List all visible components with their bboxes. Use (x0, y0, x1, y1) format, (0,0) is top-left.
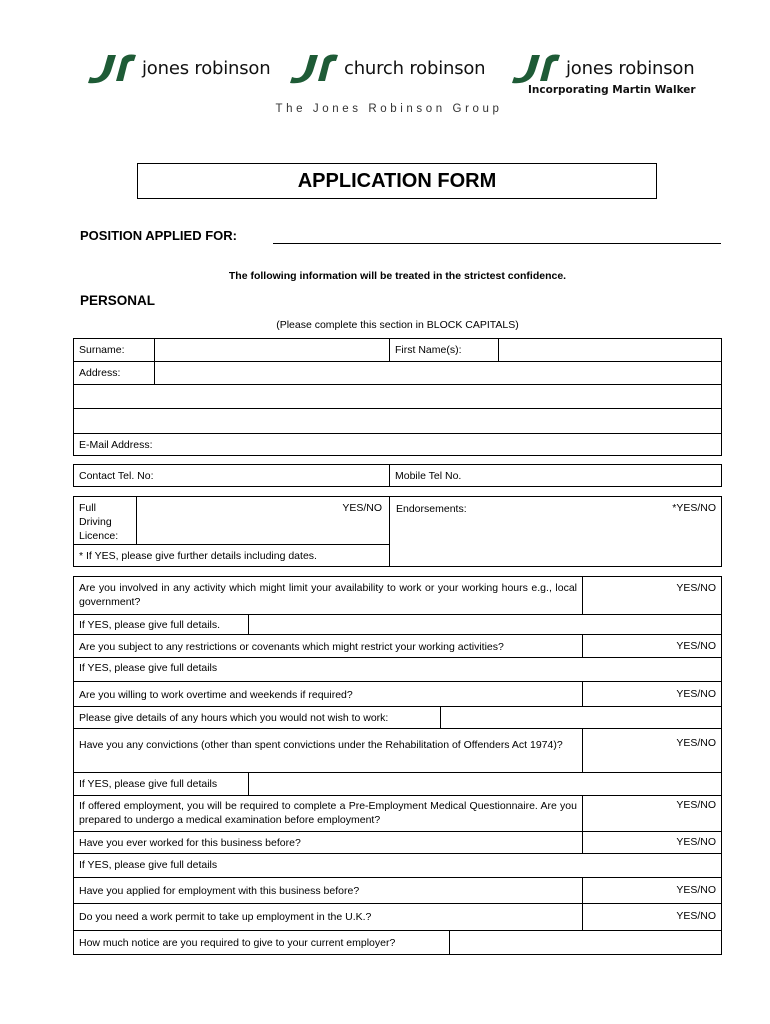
driving-licence-yesno[interactable]: YES/NO (342, 502, 382, 514)
notice-period-field[interactable] (450, 931, 721, 954)
overtime-followup-label: Please give details of any hours which you would not wish to work: (79, 712, 389, 724)
position-label: POSITION APPLIED FOR: (80, 228, 237, 243)
group-name: The Jones Robinson Group (275, 103, 503, 115)
endorsements-label: Endorsements: (396, 503, 467, 515)
jr-mark-icon (86, 51, 138, 85)
worked-before-followup-label: If YES, please give full details (79, 859, 218, 871)
logo-text: church robinson (344, 57, 486, 79)
work-permit-yesno[interactable]: YES/NO (676, 910, 716, 922)
restrictions-followup-label: If YES, please give full details (79, 662, 218, 674)
restrictions-yesno[interactable]: YES/NO (676, 640, 716, 652)
question-medical: If offered employment, you will be required to complete a Pre-Employment Medical Questionnaire. Are you prepared to undergo a medical examination before employment? (79, 800, 577, 826)
medical-yesno[interactable]: YES/NO (676, 799, 716, 811)
logo-subtitle: Incorporating Martin Walker (528, 84, 696, 96)
convictions-yesno[interactable]: YES/NO (676, 737, 716, 749)
address-field-line-3[interactable] (74, 409, 721, 432)
convictions-followup-label: If YES, please give full details (79, 778, 218, 790)
endorsements-yesno[interactable]: *YES/NO (672, 502, 716, 514)
availability-yesno[interactable]: YES/NO (676, 582, 716, 594)
question-worked-before: Have you ever worked for this business before? (79, 837, 301, 849)
address-field-line-2[interactable] (74, 385, 721, 407)
question-restrictions: Are you subject to any restrictions or covenants which might restrict your working activities? (79, 641, 504, 653)
logo-jones-robinson-martin-walker (510, 48, 694, 88)
first-names-label: First Name(s): (395, 344, 462, 356)
question-notice-period: How much notice are you required to give to your current employer? (79, 937, 396, 949)
worked-before-yesno[interactable]: YES/NO (676, 836, 716, 848)
surname-field[interactable] (155, 339, 388, 360)
address-label: Address: (79, 367, 121, 379)
applied-before-yesno[interactable]: YES/NO (676, 884, 716, 896)
position-input-line[interactable] (273, 243, 721, 244)
convictions-details-field[interactable] (249, 773, 721, 794)
logo-text: jones robinson (566, 57, 695, 79)
confidentiality-note: The following information will be treated in the strictest confidence. (228, 270, 567, 282)
first-names-field[interactable] (499, 339, 721, 360)
question-work-permit: Do you need a work permit to take up employment in the U.K.? (79, 911, 372, 923)
question-applied-before: Have you applied for employment with this business before? (79, 885, 360, 897)
question-availability: Are you involved in any activity which might limit your availability to work or your working hours e.g., local government? (79, 582, 577, 608)
mobile-tel-label: Mobile Tel No. (395, 470, 462, 482)
availability-details-field[interactable] (249, 615, 721, 633)
jr-mark-icon (288, 51, 340, 85)
logo-church-robinson (288, 48, 485, 88)
question-overtime: Are you willing to work overtime and weekends if required? (79, 689, 353, 701)
section-personal-note: (Please complete this section in BLOCK CAPITALS) (276, 319, 519, 331)
jr-mark-icon (510, 51, 562, 85)
overtime-details-field[interactable] (441, 707, 721, 727)
overtime-yesno[interactable]: YES/NO (676, 688, 716, 700)
section-personal-heading: PERSONAL (80, 293, 156, 308)
address-field-line-1[interactable] (155, 362, 721, 383)
driving-licence-label: Full Driving Licence: (79, 502, 119, 542)
email-label: E-Mail Address: (79, 439, 153, 451)
availability-followup-label: If YES, please give full details. (79, 619, 221, 631)
endorsements-note: * If YES, please give further details including dates. (79, 550, 317, 562)
form-title: APPLICATION FORM (137, 163, 657, 199)
contact-tel-label: Contact Tel. No: (79, 470, 154, 482)
surname-label: Surname: (79, 344, 125, 356)
question-convictions: Have you any convictions (other than spent convictions under the Rehabilitation of Offenders Act 1974)? (79, 739, 563, 751)
logo-text: jones robinson (142, 57, 271, 79)
logo-jones-robinson (86, 48, 270, 88)
